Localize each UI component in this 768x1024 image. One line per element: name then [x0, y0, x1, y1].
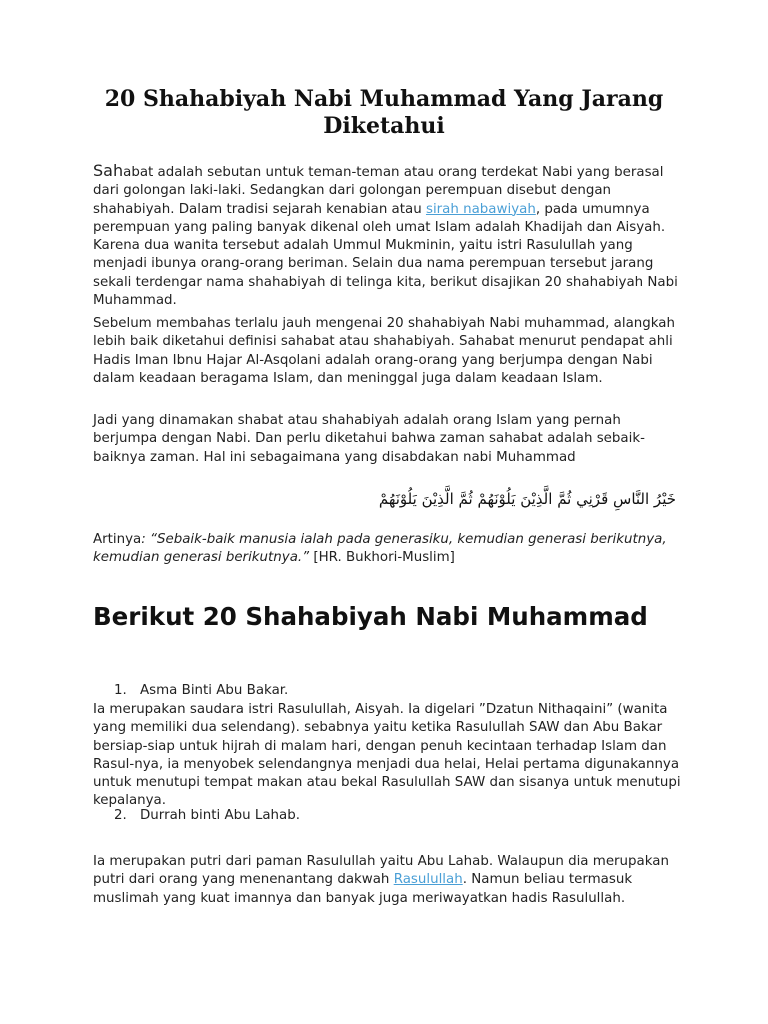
- list-item-name: Asma Binti Abu Bakar.: [140, 683, 289, 698]
- translation-source: [HR. Bukhori-Muslim]: [309, 550, 455, 566]
- list-item-name: Durrah binti Abu Lahab.: [140, 808, 300, 823]
- item-2-text-after-link: . Namun beliau termasuk muslimah yang kuat imannya dan banyak juga meriwayatkan hadis Rasulullah.: [93, 872, 633, 906]
- hadith-intro-paragraph: Jadi yang dinamakan shabat atau shahabiyah adalah orang Islam yang pernah berjumpa dengan Nabi. Dan perlu diketahui bahwa zaman sahabat adalah sebaik-baiknya zaman. Hal ini sebagaimana yang disabdakan nabi Muhammad: [93, 413, 645, 465]
- intro-dropcap: Sah: [93, 161, 124, 180]
- definition-paragraph: Sebelum membahas terlalu jauh mengenai 20 shahabiyah Nabi muhammad, alangkah lebih baik diketahui definisi sahabat atau shahabiyah. Sahabat menurut pendapat ahli Hadis Iman Ibnu Hajar Al-Asqolani adalah orang-orang yang berjumpa dengan Nabi dalam keadaan beragama Islam, dan meninggal juga dalam keadaan Islam.: [93, 316, 675, 386]
- intro-text-before-link: abat adalah sebutan untuk teman-teman atau orang terdekat Nabi yang berasal dari golongan laki-laki. Sedangkan dari golongan perempuan disebut dengan shahabiyah. Dalam tradisi sejarah kenabian atau: [93, 165, 664, 217]
- list-item-1-description: Ia merupakan saudara istri Rasulullah, Aisyah. Ia digelari ”Dzatun Nithaqaini” (wanita yang memiliki dua selendang). sebabnya yaitu ketika Rasulullah SAW dan Abu Bakar bersiap-siap untuk hijrah di malam hari, dengan penuh kecintaan terhadap Islam dan Rasul-nya, ia menyobek selendangnya menjadi dua helai, Helai pertama digunakannya untuk menutupi tempat makan atau bekal Rasulullah SAW dan sisanya untuk menutupi kepalanya.: [93, 702, 681, 809]
- arabic-hadith: خَيْرُ النَّاسِ قَرْنِي ثُمَّ الَّذِيْنَ يَلُوْنَهُمْ ثُمَّ الَّذِيْنَ يَلُوْنَهُمْ: [378, 490, 676, 508]
- translation-quote: : “Sebaik-baik manusia ialah pada generasiku, kemudian generasi berikutnya, kemudian generasi berikutnya.”: [93, 532, 667, 566]
- page-title: 20 Shahabiyah Nabi Muhammad Yang Jarang Diketahui: [104, 86, 664, 139]
- translation-label: Artinya: [93, 532, 142, 547]
- list-item-1: [114, 682, 288, 700]
- list-item-2: [114, 807, 300, 825]
- intro-paragraph: [93, 162, 685, 310]
- section-heading: Berikut 20 Shahabiyah Nabi Muhammad: [93, 602, 648, 631]
- translation-paragraph: [93, 531, 685, 568]
- sirah-nabawiyah-link[interactable]: sirah nabawiyah: [425, 201, 536, 217]
- list-number: 1.: [114, 683, 127, 698]
- item-2-text-before-link: Ia merupakan putri dari paman Rasulullah yaitu Abu Lahab. Walaupun dia merupakan putri dari orang yang menenantang dakwah: [93, 854, 669, 888]
- intro-text-after-link: , pada umumnya perempuan yang paling banyak dikenal oleh umat Islam adalah Khadijah dan Aisyah. Karena dua wanita tersebut adalah Ummul Mukminin, yaitu istri Rasulullah yang menjadi ibunya orang-orang beriman. Selain dua nama perempuan tersebut jarang sekali terdengar nama shahabiyah di telinga kita, berikut disajikan 20 shahabiyah Nabi Muhammad.: [93, 201, 678, 309]
- list-number: 2.: [114, 808, 127, 823]
- rasulullah-link[interactable]: Rasulullah: [393, 872, 463, 888]
- list-item-2-description: [93, 853, 685, 908]
